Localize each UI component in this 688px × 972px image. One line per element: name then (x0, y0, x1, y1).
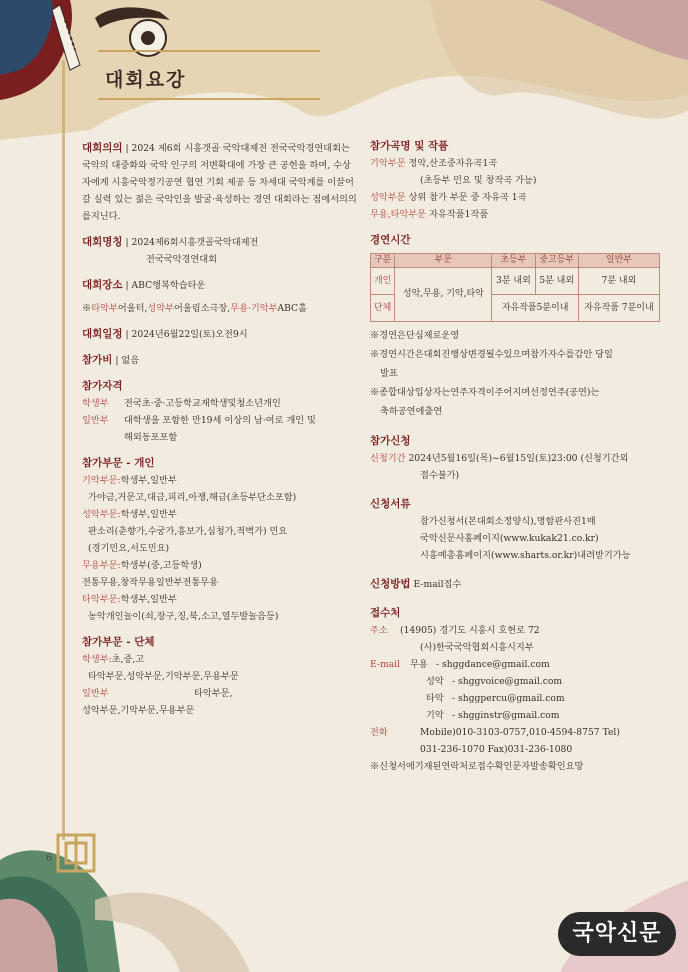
table-header-cell: 부문 (395, 254, 492, 268)
pieces-line (370, 155, 650, 172)
time-heading: 경연시간 (370, 234, 411, 246)
date-heading: 대회일정 (82, 328, 123, 340)
name-heading: 대회명칭 (82, 236, 123, 248)
eligibility-label: 일반부 (82, 415, 109, 426)
section-method (370, 576, 650, 593)
section-time (370, 232, 654, 421)
venue-note-part3: 무용·기악부 (230, 303, 278, 314)
venue-note-part1: 타악부 (91, 303, 118, 314)
fee-heading: 참가비 (82, 354, 113, 366)
group-text: 타악부문,성악부문,기악부문,무용부문 (88, 671, 239, 682)
page-number: 6 (46, 853, 53, 864)
table-header-cell: 구분 (371, 254, 395, 268)
time-table-row (371, 268, 660, 295)
receive-heading: 접수처 (370, 607, 401, 619)
individual-text: 학생부(중,고등학생) (120, 560, 202, 571)
phone-row2: 031-236-1070 Fax)031-236-1080 (420, 744, 573, 755)
individual-line (82, 489, 357, 506)
email-address: - shgginstr@gmail.com (452, 710, 560, 721)
pieces-text: 자유작품1작품 (429, 209, 489, 220)
eligibility-text: 대학생을 포함한 만19세 이상의 남·여로 개인 및 (124, 415, 316, 426)
eligibility-row (82, 412, 357, 429)
group-line (82, 685, 357, 702)
section-apply (370, 433, 650, 484)
time-notes (370, 326, 650, 421)
intro-text: | 2024 제6회 시흥갯골 국악대제전 전국국악경연대회는 국악의 대중화와 국악 인구의 저변확대에 가장 큰 공헌을 하며, 수상자에게 시흥국악정기공연 협연 기회 제공 등 차세대 국악계를 이끌어갈 실력 있는 젊은 국악인을 발굴·육성하는 경연 대회라는 점에서의의를지닌다. (82, 143, 357, 222)
email-part: 무용 (410, 659, 428, 670)
page-title: 대회요강 (105, 69, 187, 91)
email-part: 타악 (426, 693, 444, 704)
title-rule-top (98, 50, 320, 52)
individual-line (82, 506, 357, 523)
receive-address (370, 622, 650, 639)
pieces-heading: 참가곡명 및 작품 (370, 140, 449, 152)
group-line (82, 702, 357, 719)
time-table (370, 253, 660, 322)
venue-note-text1: 어울터, (117, 303, 148, 314)
individual-text: 가야금,거문고,대금,피리,아쟁,해금(초등부단소포함) (88, 492, 297, 503)
docs-line: 시흥예총홈페이지(www.sharts.or.kr)내려받기가능 (420, 550, 631, 561)
table-row-label: 개인 (371, 268, 395, 295)
name-line2: 전국국악경연대회 (146, 254, 218, 265)
individual-line (82, 472, 357, 489)
individual-text: (경기민요,서도민요) (88, 543, 170, 554)
pieces-label: 기악부문 (370, 158, 406, 169)
apply-heading: 참가신청 (370, 435, 411, 447)
time-note: 발표 (380, 368, 398, 379)
phone-row (370, 724, 650, 741)
email-row (370, 707, 650, 724)
eligibility-label: 학생부 (82, 398, 109, 409)
phone-text: Mobile)010-3103-0757,010-4594-8757 Tel) (420, 727, 620, 738)
section-docs (370, 496, 650, 564)
pieces-text: (초등부 민요 및 창작곡 가능) (420, 175, 537, 186)
table-header-cell: 일반부 (578, 254, 659, 268)
individual-line (82, 574, 357, 591)
section-pieces (370, 138, 650, 223)
group-text: 성악부문,기악부문,무용부문 (82, 705, 195, 716)
gugak-sinmun-logo: 국악신문 (558, 912, 676, 956)
address-text: (14905) 경기도 시흥시 호현로 72 (400, 625, 540, 636)
date-text: | 2024년6월22일(토)오전9시 (125, 329, 248, 340)
apply-label: 신청기간 (370, 453, 406, 464)
group-line (82, 668, 357, 685)
individual-text: 전통무용,창작무용일반부전통무용 (82, 577, 219, 588)
individual-label: 성악부문: (82, 509, 121, 520)
group-label: 학생부: (82, 654, 112, 665)
right-column (370, 138, 654, 784)
individual-line (82, 608, 357, 625)
time-note: ※경연은단심제로운영 (370, 330, 460, 341)
eligibility-text: 해외동포포함 (124, 432, 178, 443)
venue-heading: 대회장소 (82, 279, 123, 291)
title-rule-bottom (98, 98, 320, 100)
pieces-text: 정악,산조중자유곡1곡 (408, 158, 498, 169)
section-receive (370, 605, 650, 775)
individual-label: 기악부문: (82, 475, 121, 486)
pieces-line (370, 189, 650, 206)
section-venue (82, 277, 357, 317)
email-address: - shggdance@gmail.com (436, 659, 550, 670)
individual-label: 무용부문: (82, 560, 121, 571)
email-row (370, 656, 650, 673)
section-group (82, 634, 357, 719)
venue-note-prefix: ※ (82, 303, 92, 314)
email-part: 기악 (426, 710, 444, 721)
docs-heading: 신청서류 (370, 498, 411, 510)
group-text: 초,중,고 (111, 654, 145, 665)
venue-note-text2: 어울림소극장, (174, 303, 231, 314)
name-line1: | 2024제6회시흥갯골국악대제전 (125, 237, 259, 248)
table-category-cell: 성악,무용, 기악,타악 (395, 268, 492, 322)
individual-line (82, 540, 357, 557)
individual-line (82, 557, 357, 574)
email-row (370, 690, 650, 707)
individual-line (82, 523, 357, 540)
pieces-label: 성악부문 (370, 192, 406, 203)
receive-note: ※신청서에기재된연락처로접수확인문자발송확인요망 (370, 761, 584, 772)
individual-text: 농악개인놀이(쇠,장구,징,북,소고,열두발놀음등) (88, 611, 279, 622)
section-date (82, 326, 357, 343)
left-column (82, 140, 357, 728)
method-text: E-mail접수 (413, 579, 462, 590)
venue-text: | ABC행복학습타운 (125, 280, 206, 291)
individual-text: 판소리(춘향가,수궁가,흥보가,심청가,적벽가) 민요 (88, 526, 288, 537)
time-note: ※종합대상입상자는연주자격이주어지며선정연주(공연)는 (370, 387, 600, 398)
fee-text: | 없음 (115, 355, 140, 366)
time-table-header-row (371, 254, 660, 268)
docs-line: 국악신문사홈페이지(www.kukak21.co.kr) (420, 533, 599, 544)
apply-line2: 접수불가) (420, 470, 460, 481)
email-part: 성악 (426, 676, 444, 687)
apply-line (370, 450, 650, 467)
eligibility-row (82, 429, 357, 446)
individual-text: 학생부,일반부 (120, 475, 177, 486)
individual-text: 학생부,일반부 (120, 509, 177, 520)
pieces-line (370, 172, 650, 189)
venue-note-part2: 성악부 (147, 303, 175, 314)
time-note: ※경연시간은대회진행상변경될수있으며참가자수를감안 당일 (370, 349, 613, 360)
method-heading: 신청방법 (370, 578, 411, 590)
venue-note-text3: ABC홀 (277, 303, 307, 314)
pieces-line (370, 206, 650, 223)
group-line (82, 651, 357, 668)
section-fee (82, 352, 357, 369)
section-name (82, 234, 357, 268)
section-eligibility (82, 378, 357, 446)
table-header-cell: 초등부 (492, 254, 535, 268)
phone-label: 전화 (370, 727, 388, 738)
group-text: 타악부문, (194, 688, 233, 699)
group-label: 일반부 (82, 688, 109, 699)
apply-text: 2024년5월16일(목)~6월15일(토)23:00 (신청기간외 (408, 453, 629, 464)
group-heading: 참가부문 - 단체 (82, 636, 155, 648)
venue-note (82, 300, 357, 317)
table-cell: 자유작품 7분이내 (578, 295, 659, 322)
individual-label: 타악부문: (82, 594, 121, 605)
eligibility-row (82, 395, 357, 412)
intro-heading: 대회의의 (82, 142, 123, 154)
table-cell: 5분 내외 (535, 268, 578, 295)
table-cell: 7분 내외 (578, 268, 659, 295)
time-note: 축하공연에출연 (380, 406, 443, 417)
individual-text: 학생부,일반부 (120, 594, 177, 605)
table-header-cell: 중고등부 (535, 254, 578, 268)
email-address: - shggvoice@gmail.com (452, 676, 563, 687)
individual-line (82, 591, 357, 608)
receive-address2: (사)한국국악협회시흥시지부 (420, 642, 534, 653)
section-individual (82, 455, 357, 625)
table-cell: 3분 내외 (492, 268, 535, 295)
individual-heading: 참가부문 - 개인 (82, 457, 155, 469)
section-intro (82, 140, 357, 225)
pieces-text: 상위 참가 부문 중 자유곡 1곡 (408, 192, 527, 203)
pieces-label: 무용,타악부문 (370, 209, 427, 220)
email-address: - shggpercu@gmail.com (452, 693, 565, 704)
docs-line: 참가신청서(본대회소정양식),명함판사진1매 (420, 516, 596, 527)
address-label: 주소 (370, 625, 388, 636)
eligibility-text: 전국초·중·고등학교재학생및청소년개인 (124, 398, 281, 409)
eligibility-heading: 참가자격 (82, 380, 123, 392)
table-row-label: 단체 (371, 295, 395, 322)
table-cell: 자유작품5분이내 (492, 295, 579, 322)
email-label: E-mail (370, 659, 401, 670)
email-row (370, 673, 650, 690)
